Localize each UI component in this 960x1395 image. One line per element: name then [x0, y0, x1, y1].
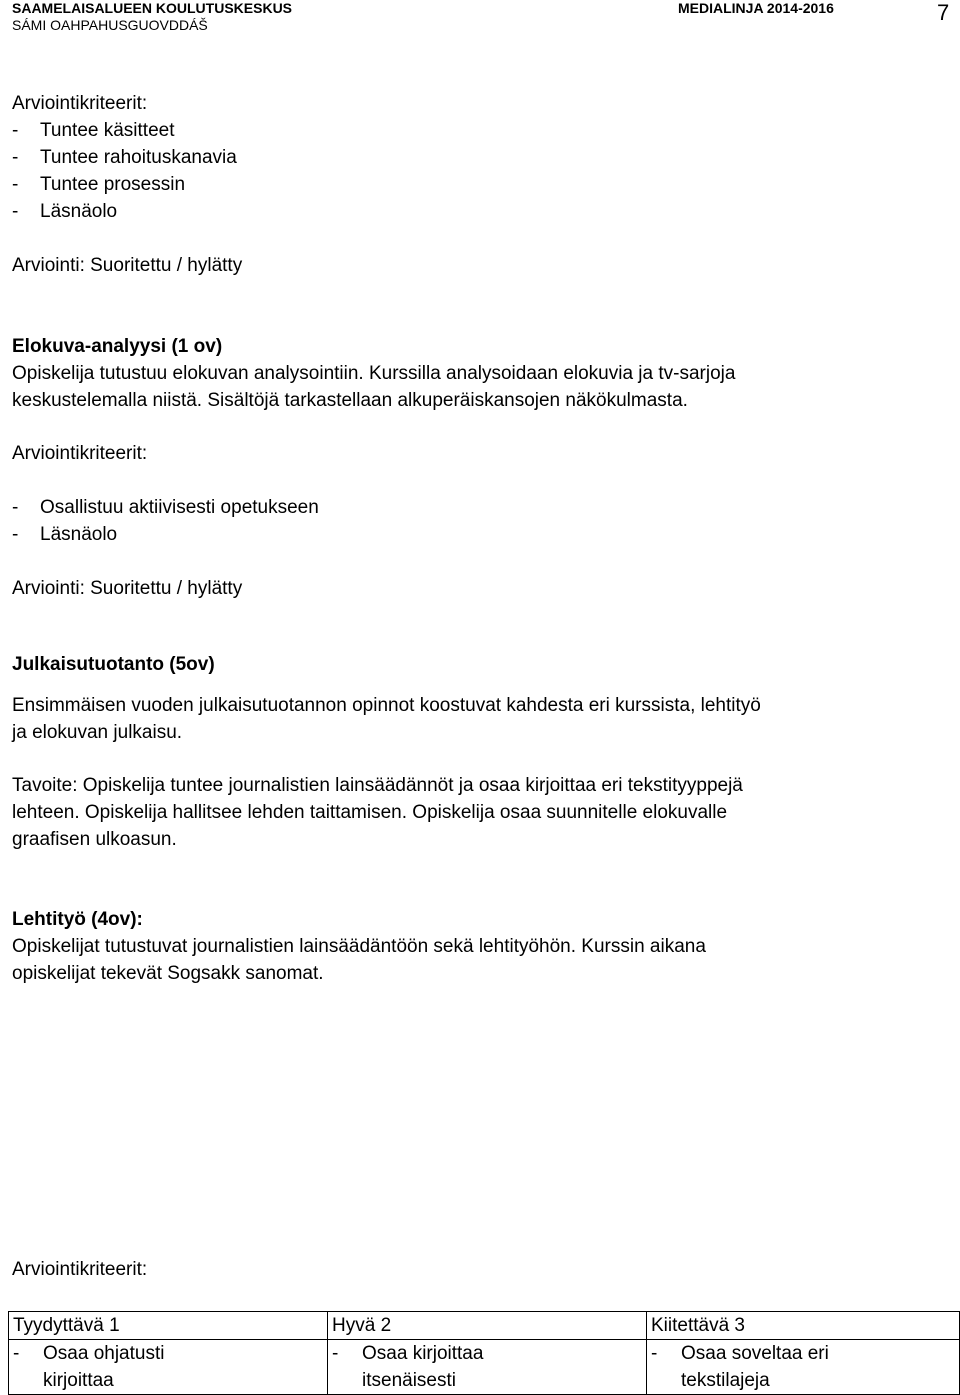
- goal-line: lehteen. Opiskelija hallitsee lehden taittamisen. Opiskelija osaa suunnitelle elokuvalle: [12, 802, 728, 823]
- table-cell: - Osaa soveltaa eri tekstilajeja: [647, 1340, 960, 1395]
- page-number: 7: [937, 0, 950, 25]
- table-header-cell: Tyydyttävä 1: [9, 1312, 328, 1340]
- grading-text: Arviointi: Suoritettu / hylätty: [12, 255, 243, 276]
- description-line: opiskelijat tekevät Sogsakk sanomat.: [12, 963, 324, 984]
- header-organization: [12, 0, 292, 34]
- list-item: - Osallistuu aktiivisesti opetukseen: [12, 497, 319, 518]
- header-org-line2: SÁMI OAHPAHUSGUOVDDÁŠ: [12, 17, 208, 33]
- section-title: Lehtityö (4ov):: [12, 909, 143, 930]
- criteria-label: Arviointikriteerit:: [12, 443, 148, 464]
- table-header-cell: Hyvä 2: [328, 1312, 647, 1340]
- list-item: - Läsnäolo: [12, 201, 118, 222]
- list-item: - Tuntee prosessin: [12, 174, 186, 195]
- criteria-label: Arviointikriteerit:: [12, 93, 148, 114]
- grade-table: [8, 1311, 960, 1395]
- description-line: Opiskelijat tutustuvat journalistien lainsäädäntöön sekä lehtityöhön. Kurssin aikana: [12, 936, 706, 957]
- grading-text: Arviointi: Suoritettu / hylätty: [12, 578, 243, 599]
- section-title: Julkaisutuotanto (5ov): [12, 654, 215, 675]
- goal-line: Tavoite: Opiskelija tuntee journalistien lainsäädännöt ja osaa kirjoittaa eri tekstityyppejä: [12, 775, 743, 796]
- list-item: - Tuntee rahoituskanavia: [12, 147, 237, 168]
- description-line: Opiskelija tutustuu elokuvan analysointiin. Kurssilla analysoidaan elokuvia ja tv-sarjoja: [12, 363, 736, 384]
- criteria-label: Arviointikriteerit:: [12, 1259, 148, 1280]
- table-row: [9, 1340, 960, 1395]
- goal-line: graafisen ulkoasun.: [12, 829, 177, 850]
- description-line: ja elokuvan julkaisu.: [12, 722, 183, 743]
- section-title: Elokuva-analyysi (1 ov): [12, 336, 223, 357]
- description-line: Ensimmäisen vuoden julkaisutuotannon opinnot koostuvat kahdesta eri kurssista, lehtityö: [12, 695, 761, 716]
- list-item: - Läsnäolo: [12, 524, 118, 545]
- table-header-cell: Kiitettävä 3: [647, 1312, 960, 1340]
- table-cell: - Osaa ohjatusti kirjoittaa: [9, 1340, 328, 1395]
- table-cell: - Osaa kirjoittaa itsenäisesti: [328, 1340, 647, 1395]
- table-header-row: [9, 1312, 960, 1340]
- description-line: keskustelemalla niistä. Sisältöjä tarkastellaan alkuperäiskansojen näkökulmasta.: [12, 390, 688, 411]
- header-program: MEDIALINJA 2014-2016: [678, 0, 834, 16]
- list-item: - Tuntee käsitteet: [12, 120, 175, 141]
- header-org-line1: SAAMELAISALUEEN KOULUTUSKESKUS: [12, 0, 293, 16]
